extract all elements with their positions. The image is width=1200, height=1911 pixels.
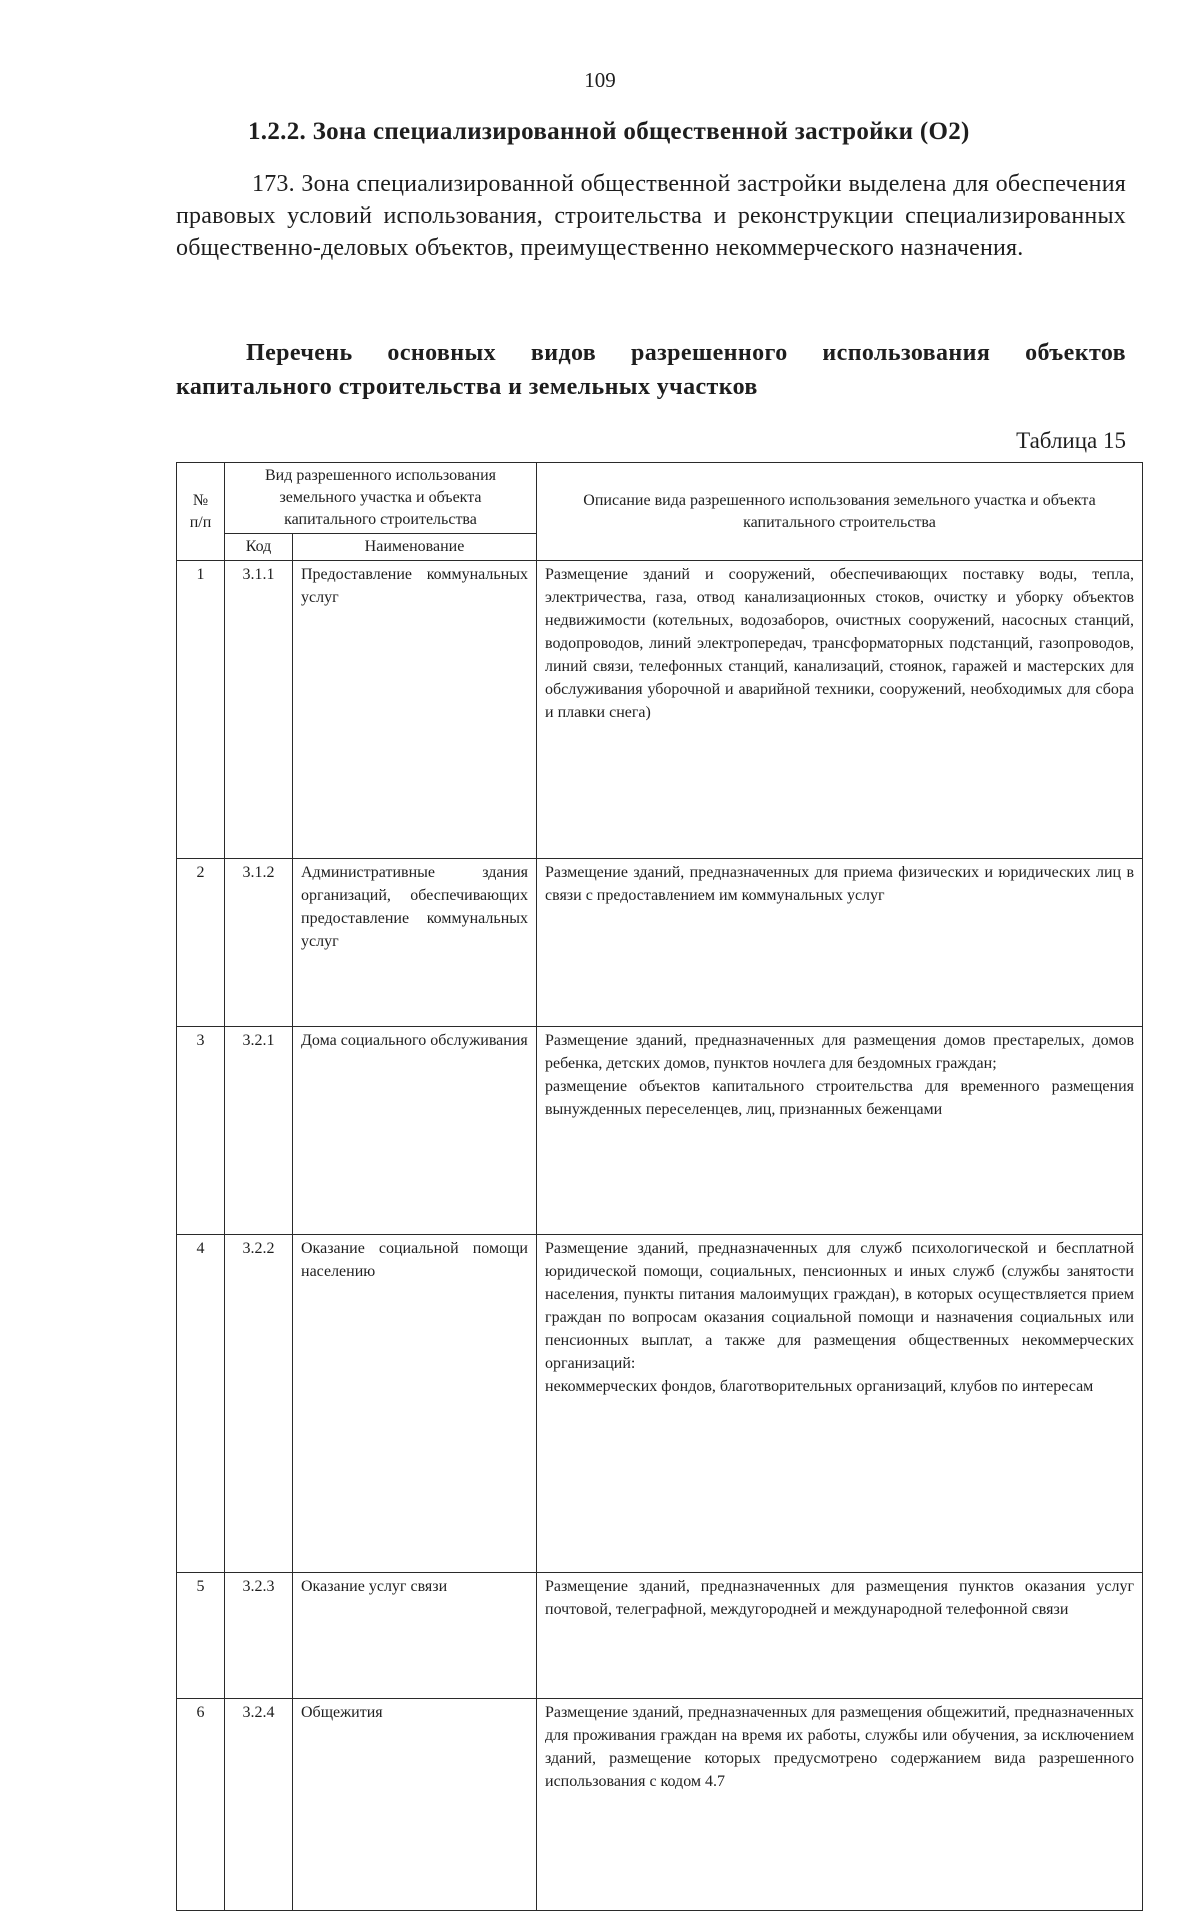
description-paragraph: Размещение зданий, предназначенных для приема физических и юридических лиц в связи с предоставлением им коммунальных услуг xyxy=(545,864,1134,904)
use-code: 3.2.1 xyxy=(225,1027,293,1235)
table-row xyxy=(177,859,1143,1027)
table-row xyxy=(177,1027,1143,1235)
row-number: 5 xyxy=(177,1573,225,1699)
description-paragraph: Размещение зданий, предназначенных для размещения пунктов оказания услуг почтовой, телеграфной, междугородней и международной телефонной связи xyxy=(545,1578,1134,1618)
list-title: Перечень основных видов разрешенного использования объектов капитального строительства и земельных участков xyxy=(176,340,1126,400)
use-name: Оказание социальной помощи населению xyxy=(293,1235,537,1573)
table-row xyxy=(177,1573,1143,1699)
header-use-type-group: Вид разрешенного использования земельного участка и объекта капитального строительства xyxy=(225,463,537,534)
description-paragraph: размещение объектов капитального строительства для временного размещения вынужденных переселенцев, лиц, признанных беженцами xyxy=(545,1078,1134,1118)
header-description: Описание вида разрешенного использования земельного участка и объекта капитального строительства xyxy=(537,463,1143,561)
header-name: Наименование xyxy=(293,534,537,561)
row-number: 6 xyxy=(177,1699,225,1911)
permitted-use-table xyxy=(176,462,1143,1911)
use-description xyxy=(537,1235,1143,1573)
description-paragraph: некоммерческих фондов, благотворительных организаций, клубов по интересам xyxy=(545,1378,1094,1395)
use-description xyxy=(537,561,1143,859)
table-body xyxy=(177,561,1143,1911)
table-caption: Таблица 15 xyxy=(1016,428,1126,453)
use-name: Предоставление коммунальных услуг xyxy=(293,561,537,859)
section-heading: 1.2.2. Зона специализированной общественной застройки (О2) xyxy=(248,118,970,145)
row-number: 4 xyxy=(177,1235,225,1573)
use-description xyxy=(537,1573,1143,1699)
description-paragraph: Размещение зданий, предназначенных для служб психологической и бесплатной юридической помощи, социальных, пенсионных и иных служб (службы занятости населения, пункты питания малоимущих граждан), в которых осуществляется прием граждан по вопросам оказания социальной помощи и назначения социальных или пенсионных выплат, а также для размещения общественных некоммерческих организаций: xyxy=(545,1240,1134,1372)
use-code: 3.2.4 xyxy=(225,1699,293,1911)
use-name: Оказание услуг связи xyxy=(293,1573,537,1699)
row-number: 1 xyxy=(177,561,225,859)
table-row xyxy=(177,1235,1143,1573)
row-number: 3 xyxy=(177,1027,225,1235)
use-name: Общежития xyxy=(293,1699,537,1911)
zone-description-paragraph: 173. Зона специализированной общественной застройки выделена для обеспечения правовых условий использования, строительства и реконструкции специализированных общественно-деловых объектов, преимущественно некоммерческого назначения. xyxy=(176,171,1126,261)
page-number: 109 xyxy=(584,68,616,92)
use-code: 3.2.2 xyxy=(225,1235,293,1573)
use-code: 3.2.3 xyxy=(225,1573,293,1699)
header-code: Код xyxy=(225,534,293,561)
use-description xyxy=(537,1699,1143,1911)
header-num: № п/п xyxy=(177,463,225,561)
use-description xyxy=(537,1027,1143,1235)
use-name: Административные здания организаций, обеспечивающих предоставление коммунальных услуг xyxy=(293,859,537,1027)
use-code: 3.1.1 xyxy=(225,561,293,859)
table-row xyxy=(177,561,1143,859)
table-row xyxy=(177,1699,1143,1911)
use-description xyxy=(537,859,1143,1027)
description-paragraph: Размещение зданий, предназначенных для размещения домов престарелых, домов ребенка, детских домов, пунктов ночлега для бездомных граждан; xyxy=(545,1032,1134,1072)
use-code: 3.1.2 xyxy=(225,859,293,1027)
description-paragraph: Размещение зданий, предназначенных для размещения общежитий, предназначенных для проживания граждан на время их работы, службы или обучения, за исключением зданий, размещение которых предусмотрено содержанием вида разрешенного использования с кодом 4.7 xyxy=(545,1704,1134,1790)
description-paragraph: Размещение зданий и сооружений, обеспечивающих поставку воды, тепла, электричества, газа, отвод канализационных стоков, очистку и уборку объектов недвижимости (котельных, водозаборов, очистных сооружений, насосных станций, водопроводов, линий электропередач, трансформаторных подстанций, газопроводов, линий связи, телефонных станций, канализаций, стоянок, гаражей и мастерских для обслуживания уборочной и аварийной техники, сооружений, необходимых для сбора и плавки снега) xyxy=(545,566,1134,721)
table-header-row xyxy=(177,463,1143,534)
use-name: Дома социального обслуживания xyxy=(293,1027,537,1235)
row-number: 2 xyxy=(177,859,225,1027)
